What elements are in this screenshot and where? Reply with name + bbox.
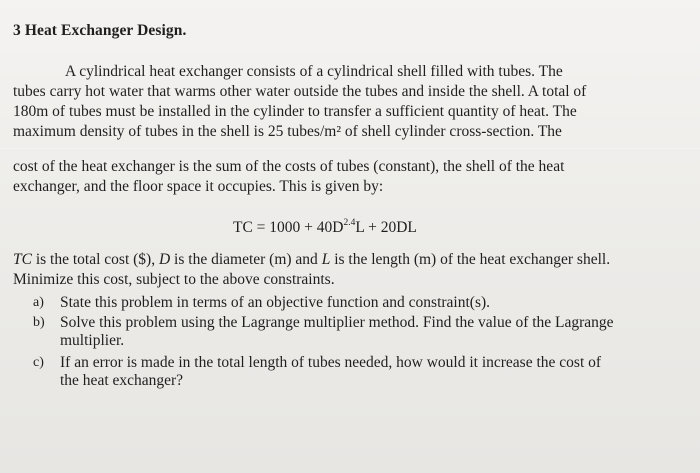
intro-paragraph bbox=[13, 62, 693, 142]
text-line: Minimize this cost, subject to the above constraints. bbox=[13, 271, 335, 288]
var-l: L bbox=[321, 251, 331, 268]
text-line: Solve this problem using the Lagrange multiplier method. Find the value of the Lagrange bbox=[60, 314, 614, 331]
question-marker: a) bbox=[33, 295, 44, 310]
question-b bbox=[33, 314, 693, 350]
question-a bbox=[33, 294, 693, 312]
text-line: the heat exchanger? bbox=[60, 372, 184, 389]
question-marker: c) bbox=[33, 355, 44, 370]
cost-equation bbox=[233, 218, 417, 237]
text-line: If an error is made in the total length of tubes needed, how would it increase the cost of bbox=[60, 354, 602, 371]
equation-exponent: 2.4 bbox=[343, 218, 356, 228]
text-line: maximum density of tubes in the shell is 25 tubes/m² of shell cylinder cross-section. The bbox=[13, 123, 562, 140]
cost-paragraph bbox=[13, 157, 693, 197]
text-line: tubes carry hot water that warms other water outside the tubes and inside the shell. A total of bbox=[13, 83, 587, 100]
text-line: cost of the heat exchanger is the sum of the costs of tubes (constant), the shell of the heat bbox=[13, 158, 565, 175]
text-line: exchanger, and the floor space it occupies. This is given by: bbox=[13, 178, 384, 195]
section-heading: 3 Heat Exchanger Design. bbox=[13, 22, 187, 39]
text-fragment: is the total cost ($), bbox=[31, 251, 159, 268]
definition-paragraph bbox=[13, 250, 693, 290]
var-d: D bbox=[158, 251, 171, 268]
equation-rhs: L + 20DL bbox=[355, 219, 417, 236]
var-tc: TC bbox=[13, 251, 32, 268]
text-fragment: is the diameter (m) and bbox=[170, 251, 322, 268]
question-c bbox=[33, 354, 693, 390]
paper-crease bbox=[0, 148, 700, 149]
question-marker: b) bbox=[33, 315, 45, 330]
equation-lhs: TC = 1000 + 40D bbox=[233, 219, 344, 236]
text-line bbox=[13, 250, 693, 270]
question-list bbox=[33, 294, 693, 390]
text-fragment: is the length (m) of the heat exchanger shell. bbox=[330, 251, 611, 268]
text-line: multiplier. bbox=[60, 332, 125, 349]
text-line: A cylindrical heat exchanger consists of a cylindrical shell filled with tubes. The bbox=[65, 63, 563, 80]
text-line: 180m of tubes must be installed in the cylinder to transfer a sufficient quantity of heat. The bbox=[13, 103, 577, 120]
text-line: State this problem in terms of an objective function and constraint(s). bbox=[60, 294, 491, 311]
